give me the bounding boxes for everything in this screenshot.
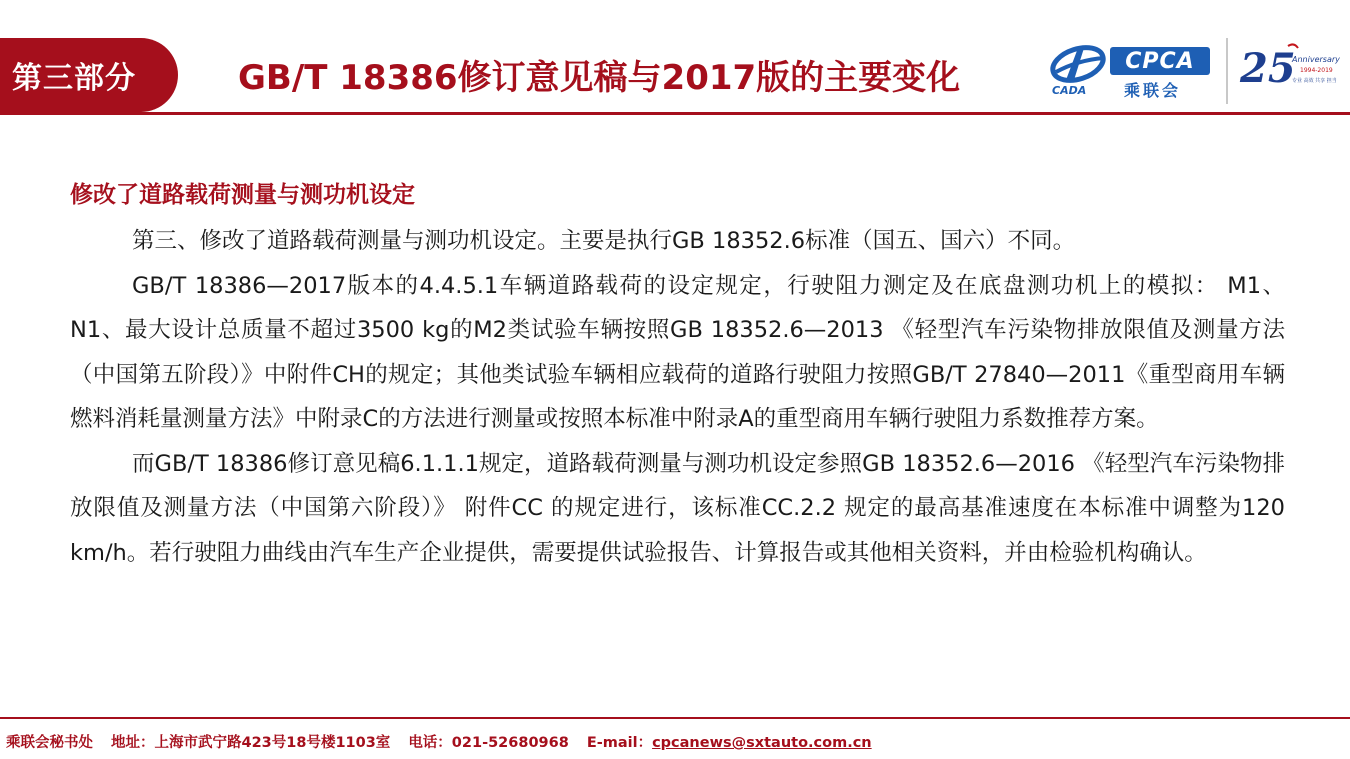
paragraph-2: GB/T 18386—2017版本的4.4.5.1车辆道路载荷的设定规定，行驶阻力测定及在底盘测功机上的模拟： M1、 N1、最大设计总质量不超过3500 kg的M2类试验车辆按照GB 18352.6—2013 《轻型汽车污染物排放限值及测量方法（中国第五阶段）》中附件CH的规定；其他类试验车辆相应载荷的道路行驶阻力按照GB/T 27840—2011《重型商用车辆燃料消耗量测量方法》中附录C的方法进行测量或按照本标准中附录A的重型商用车辆行驶阻力系数推荐方案。: [70, 272, 1285, 432]
footer-phone: 电话：021-52680968: [408, 735, 569, 751]
footer-address: 地址：上海市武宁路423号18号楼1103室: [111, 735, 391, 751]
header-rule: [0, 112, 1350, 115]
anniversary-word: Anniversary: [1292, 55, 1340, 64]
footer-email-label: E-mail：: [586, 735, 653, 751]
section-label: 第三部分: [12, 61, 136, 96]
anniversary-tagline: 专业 高效 共享 担当: [1292, 78, 1337, 84]
anniversary-number: 25: [1240, 45, 1296, 92]
paragraph-3: 而GB/T 18386修订意见稿6.1.1.1规定，道路载荷测量与测功机设定参照GB 18352.6—2016 《轻型汽车污染物排放限值及测量方法（中国第六阶段）》 附件CC 的规定进行，该标准CC.2.2 规定的最高基准速度在本标准中调整为120 km/h。若行驶阻力曲线由汽车生产企业提供，需要提供试验报告、计算报告或其他相关资料，并由检验机构确认。: [70, 450, 1285, 566]
footer-email-link[interactable]: cpcanews@sxtauto.com.cn: [652, 735, 872, 751]
footer: [6, 731, 872, 752]
cada-text: CADA: [1052, 84, 1087, 97]
anniversary-logo: [1238, 40, 1344, 100]
subheading: 修改了道路载荷测量与测功机设定: [70, 182, 415, 208]
anniversary-years: 1994-2019: [1300, 67, 1333, 74]
footer-rule: [0, 717, 1350, 719]
paragraph-1: 第三、修改了道路载荷测量与测功机设定。主要是执行GB 18352.6标准（国五、国六）不同。: [132, 228, 1076, 254]
page-title: GB/T 18386修订意见稿与2017版的主要变化: [238, 58, 961, 98]
footer-org: 乘联会秘书处: [6, 735, 93, 751]
content-body: [70, 175, 1285, 575]
section-tab: [0, 38, 178, 112]
cpca-text: CPCA: [1125, 48, 1195, 74]
cpca-badge: [1110, 47, 1210, 75]
logo-divider: [1226, 38, 1228, 104]
cpca-cn-text: 乘联会: [1124, 81, 1182, 100]
cada-logo: [1048, 42, 1110, 98]
cpca-logo: [1110, 45, 1220, 101]
